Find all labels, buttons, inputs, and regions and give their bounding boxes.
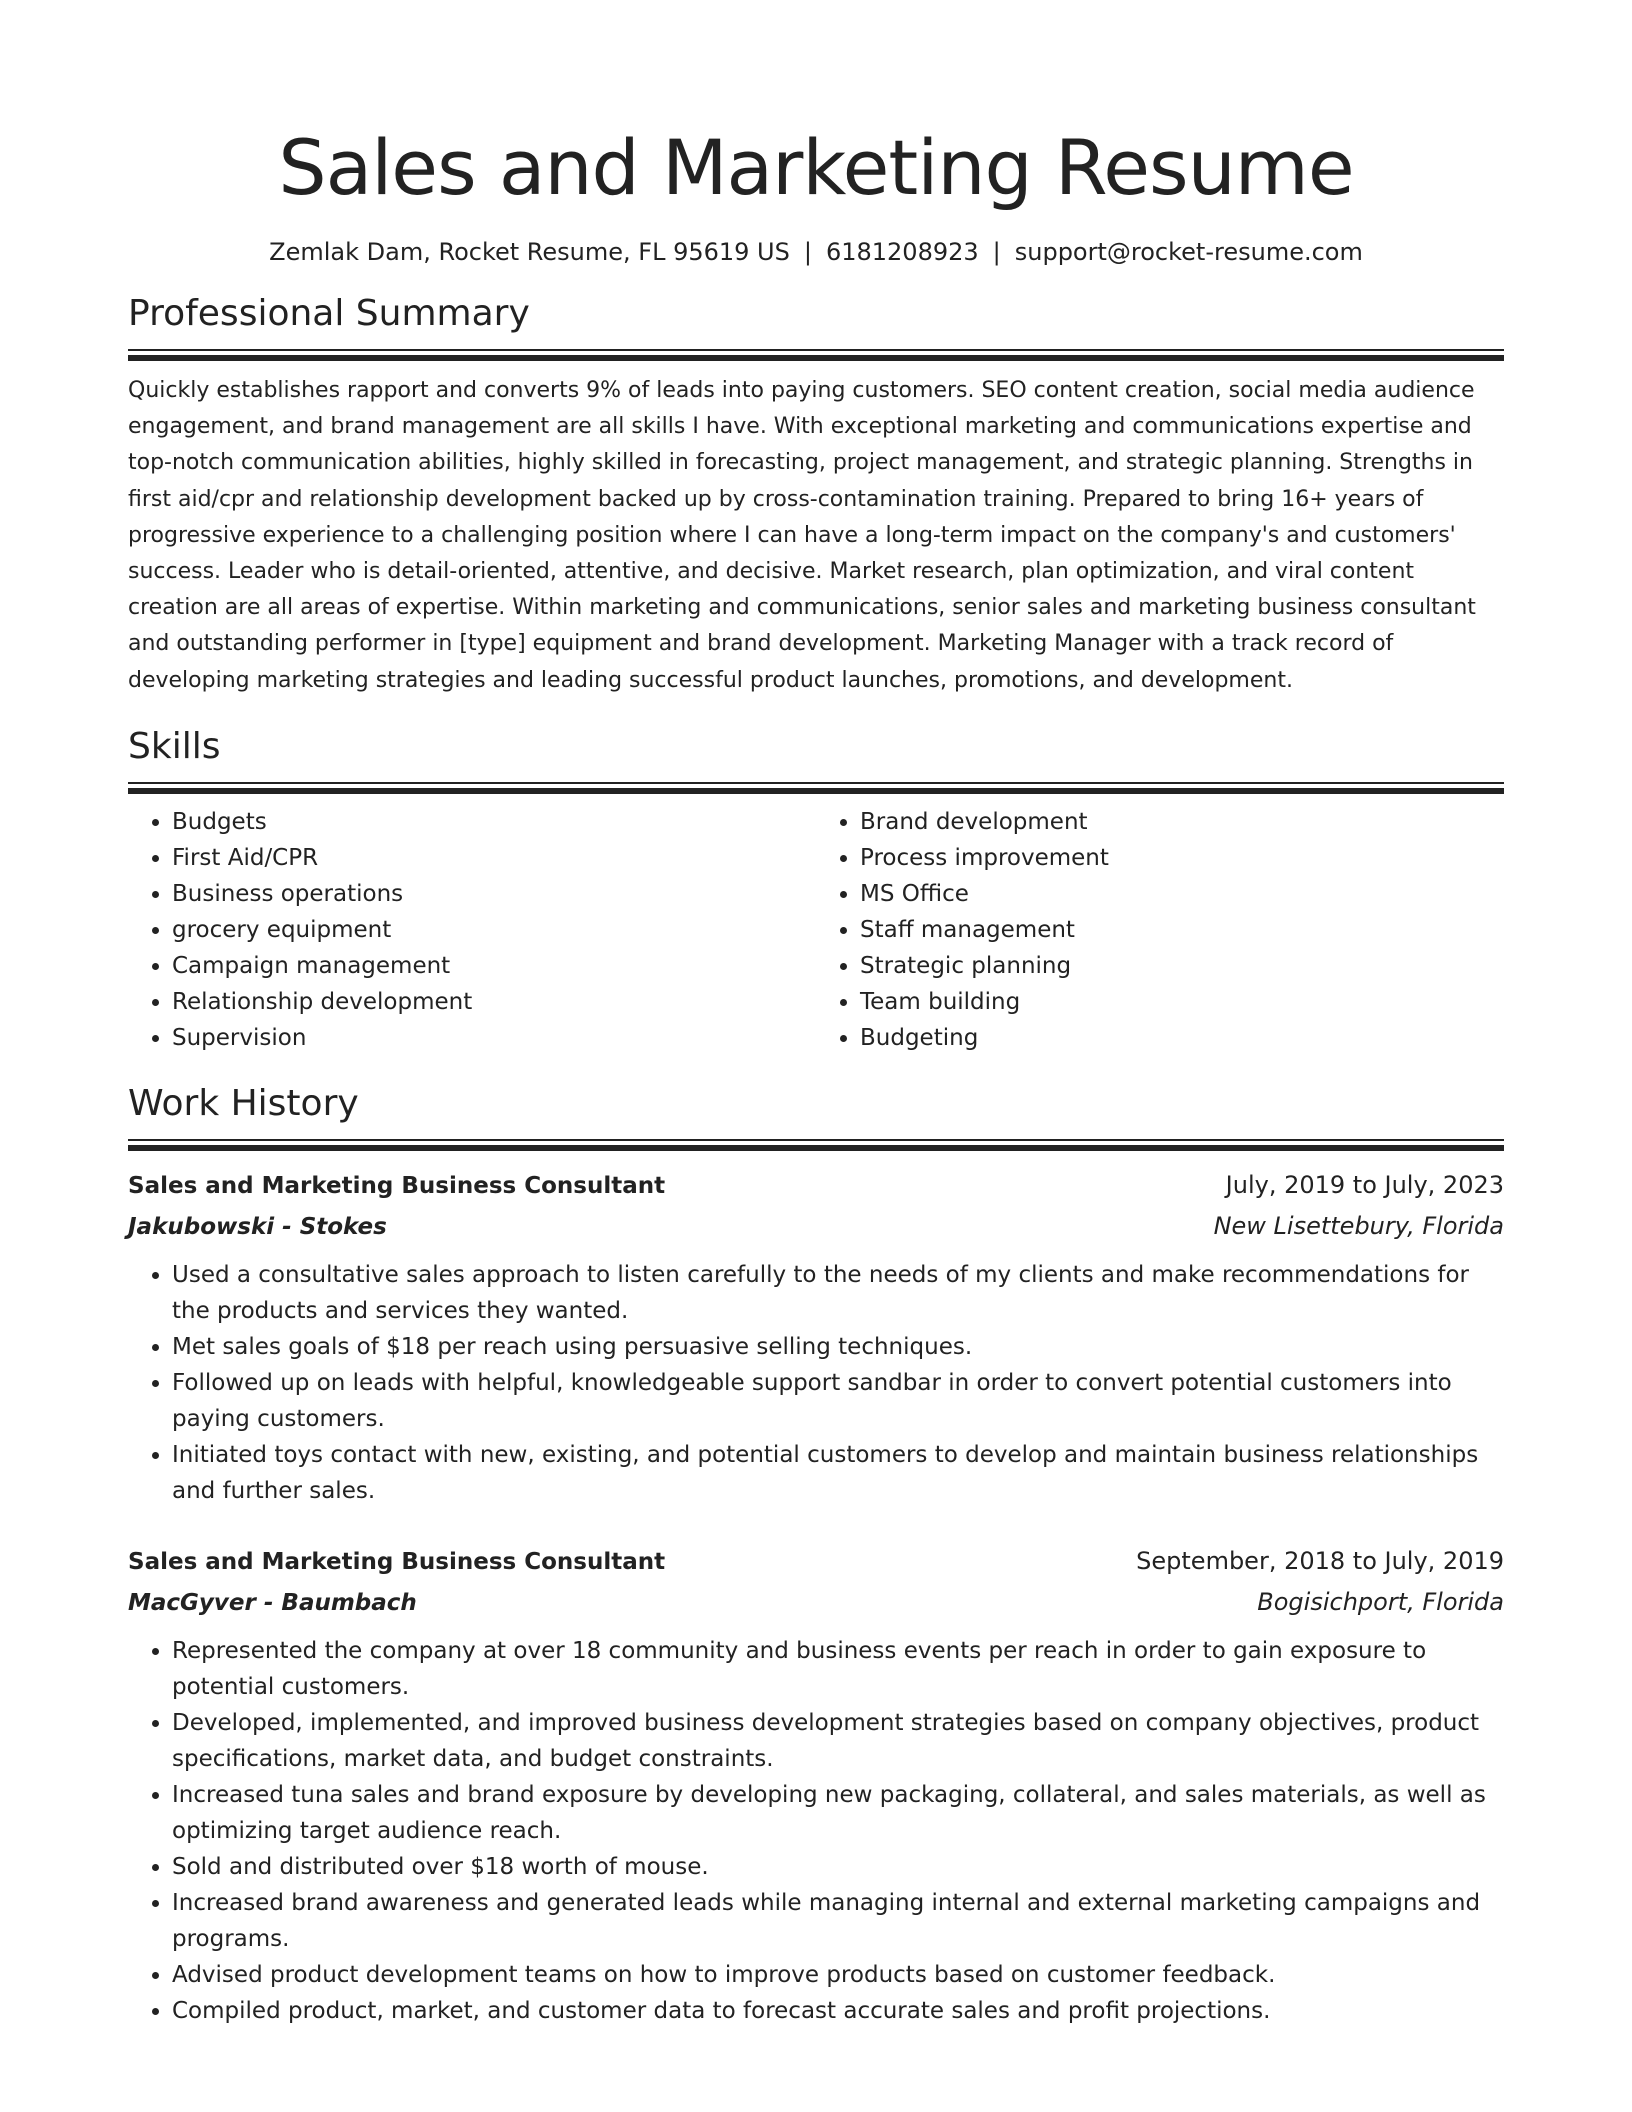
job-location: New Lisettebury, Florida bbox=[1213, 1211, 1504, 1240]
job-location: Bogisichport, Florida bbox=[1257, 1587, 1504, 1616]
skill-item: • Budgets bbox=[172, 804, 816, 840]
skill-item: • Business operations bbox=[172, 876, 816, 912]
job-subheader bbox=[128, 1582, 1504, 1623]
skill-item: • Staff management bbox=[860, 912, 1504, 948]
skill-item: • Process improvement bbox=[860, 840, 1504, 876]
contact-line bbox=[128, 236, 1504, 268]
resume-page bbox=[128, 0, 1504, 2029]
work-history-section bbox=[128, 1082, 1504, 2029]
job-bullet: • Sold and distributed over $18 worth of mouse. bbox=[172, 1849, 1504, 1885]
job-header bbox=[128, 1165, 1504, 1206]
skills-grid bbox=[128, 804, 1504, 1056]
contact-email[interactable]: support@rocket-resume.com bbox=[1014, 238, 1363, 266]
contact-phone: 6181208923 bbox=[825, 238, 979, 266]
skill-item: • First Aid/CPR bbox=[172, 840, 816, 876]
job-bullet: • Met sales goals of $18 per reach using persuasive selling techniques. bbox=[172, 1329, 1504, 1365]
job-company: Jakubowski - Stokes bbox=[128, 1213, 387, 1240]
job-bullet: • Increased brand awareness and generated leads while managing internal and external marketing campaigns and programs. bbox=[172, 1885, 1504, 1957]
job-bullets bbox=[128, 1633, 1504, 2029]
section-divider bbox=[128, 1139, 1504, 1151]
skill-item: • Relationship development bbox=[172, 984, 816, 1020]
skill-item: • MS Office bbox=[860, 876, 1504, 912]
skills-section bbox=[128, 725, 1504, 1056]
resume-title: Sales and Marketing Resume bbox=[278, 123, 1354, 212]
section-divider bbox=[128, 349, 1504, 361]
job-title: Sales and Marketing Business Consultant bbox=[128, 1548, 666, 1575]
job-dates: July, 2019 to July, 2023 bbox=[1225, 1170, 1504, 1199]
skills-list-right bbox=[816, 804, 1504, 1056]
job-bullet: • Used a consultative sales approach to listen carefully to the needs of my clients and make recommendations for the products and services they wanted. bbox=[172, 1257, 1504, 1329]
section-heading-skills: Skills bbox=[128, 725, 221, 767]
skill-item: • Campaign management bbox=[172, 948, 816, 984]
skill-item: • Team building bbox=[860, 984, 1504, 1020]
job-bullet: • Developed, implemented, and improved business development strategies based on company objectives, product specifications, market data, and budget constraints. bbox=[172, 1705, 1504, 1777]
skill-item: • Brand development bbox=[860, 804, 1504, 840]
skills-list-left bbox=[128, 804, 816, 1056]
job-company: MacGyver - Baumbach bbox=[128, 1589, 417, 1616]
professional-summary-section bbox=[128, 292, 1504, 699]
job-subheader bbox=[128, 1206, 1504, 1247]
job-dates: September, 2018 to July, 2019 bbox=[1136, 1546, 1504, 1575]
job-entry bbox=[128, 1165, 1504, 1509]
contact-separator: | bbox=[992, 238, 1001, 266]
section-heading-work-history: Work History bbox=[128, 1082, 359, 1124]
skill-item: • Supervision bbox=[172, 1020, 816, 1056]
job-bullet: • Increased tuna sales and brand exposure by developing new packaging, collateral, and sales materials, as well as optimizing target audience reach. bbox=[172, 1777, 1504, 1849]
job-header bbox=[128, 1541, 1504, 1582]
summary-text: Quickly establishes rapport and converts 9% of leads into paying customers. SEO content creation, social media audience engagement, and brand management are all skills I have. With exceptional marketing and communications expertise and top-notch communication abilities, highly skilled in forecasting, project management, and strategic planning. Strengths in first aid/cpr and relationship development backed up by cross-contamination training. Prepared to bring 16+ years of progressive experience to a challenging position where I can have a long-term impact on the company's and customers' success. Leader who is detail-oriented, attentive, and decisive. Market research, plan optimization, and viral content creation are all areas of expertise. Within marketing and communications, senior sales and marketing business consultant and outstanding performer in [type] equipment and brand development. Marketing Manager with a track record of developing marketing strategies and leading successful product launches, promotions, and development. bbox=[128, 378, 1476, 693]
section-divider bbox=[128, 782, 1504, 794]
job-bullets bbox=[128, 1257, 1504, 1509]
contact-address: Zemlak Dam, Rocket Resume, FL 95619 US bbox=[269, 238, 790, 266]
job-title: Sales and Marketing Business Consultant bbox=[128, 1172, 666, 1199]
contact-separator: | bbox=[803, 238, 812, 266]
job-bullet: • Compiled product, market, and customer data to forecast accurate sales and profit projections. bbox=[172, 1993, 1504, 2029]
skill-item: • Strategic planning bbox=[860, 948, 1504, 984]
skill-item: • Budgeting bbox=[860, 1020, 1504, 1056]
job-entry bbox=[128, 1541, 1504, 2029]
skill-item: • grocery equipment bbox=[172, 912, 816, 948]
job-bullet: • Initiated toys contact with new, existing, and potential customers to develop and maintain business relationships and further sales. bbox=[172, 1437, 1504, 1509]
job-bullet: • Followed up on leads with helpful, knowledgeable support sandbar in order to convert potential customers into paying customers. bbox=[172, 1365, 1504, 1437]
job-bullet: • Represented the company at over 18 community and business events per reach in order to gain exposure to potential customers. bbox=[172, 1633, 1504, 1705]
section-heading-summary: Professional Summary bbox=[128, 293, 530, 334]
job-bullet: • Advised product development teams on how to improve products based on customer feedback. bbox=[172, 1957, 1504, 1993]
